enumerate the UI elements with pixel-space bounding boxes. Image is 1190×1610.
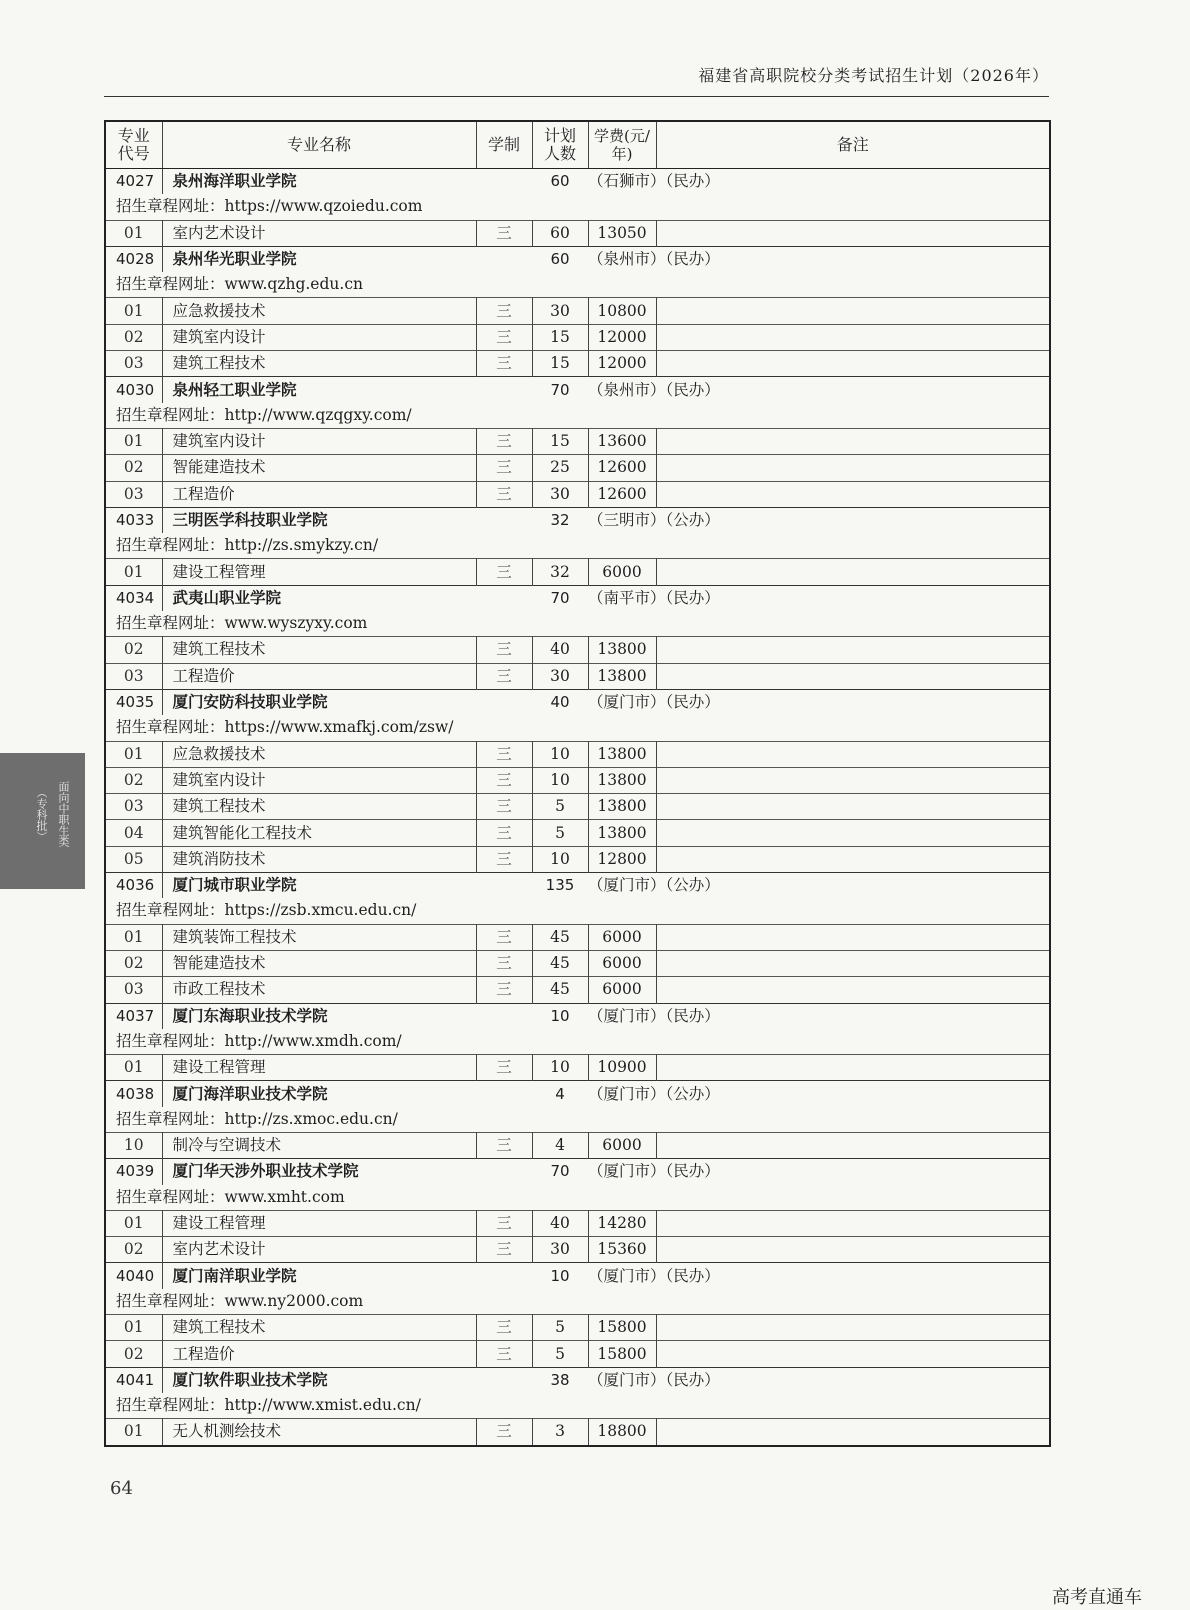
institution-location: （三明市）（公办） [588,507,1050,533]
program-count: 10 [532,1055,588,1081]
admissions-url: 招生章程网址：http://zs.smykzy.cn/ [116,536,379,555]
program-fee: 6000 [588,559,656,585]
program-code: 03 [105,351,162,377]
program-count: 30 [532,663,588,689]
program-note [656,351,1050,377]
institution-code: 4038 [105,1081,162,1107]
program-note [656,637,1050,663]
program-name: 建筑消防技术 [162,846,476,872]
institution-code: 4034 [105,585,162,611]
program-name: 工程造价 [162,1341,476,1367]
admissions-url-row [105,1393,1050,1419]
program-name: 工程造价 [162,663,476,689]
watermark: 高考直通车 [1052,1587,1142,1608]
program-fee: 13800 [588,820,656,846]
program-years: 三 [476,481,532,507]
program-row [105,924,1050,950]
program-years: 三 [476,820,532,846]
program-years: 三 [476,559,532,585]
program-code: 10 [105,1132,162,1158]
program-code: 01 [105,428,162,454]
institution-total: 10 [532,1003,588,1029]
program-name: 室内艺术设计 [162,220,476,246]
program-note [656,1055,1050,1081]
program-count: 60 [532,220,588,246]
program-fee: 6000 [588,1132,656,1158]
admissions-url: 招生章程网址：www.wyszyxy.com [116,614,368,633]
program-count: 15 [532,324,588,350]
program-note [656,1419,1050,1446]
program-code: 02 [105,455,162,481]
program-fee: 13600 [588,428,656,454]
program-name: 智能建造技术 [162,950,476,976]
program-count: 5 [532,1341,588,1367]
program-name: 建筑室内设计 [162,428,476,454]
program-fee: 12000 [588,351,656,377]
institution-location: （厦门市）（民办） [588,1159,1050,1185]
program-note [656,298,1050,324]
program-count: 30 [532,481,588,507]
program-note [656,220,1050,246]
program-count: 5 [532,1315,588,1341]
program-note [656,324,1050,350]
program-years: 三 [476,950,532,976]
program-name: 建筑室内设计 [162,767,476,793]
program-row [105,428,1050,454]
program-years: 三 [476,1315,532,1341]
program-note [656,1315,1050,1341]
program-count: 45 [532,950,588,976]
program-note [656,663,1050,689]
table-header-row [105,121,1050,169]
program-note [656,794,1050,820]
program-row [105,820,1050,846]
program-name: 市政工程技术 [162,977,476,1003]
program-fee: 13800 [588,794,656,820]
program-row [105,351,1050,377]
institution-name: 厦门东海职业技术学院 [162,1003,532,1029]
institution-code: 4040 [105,1263,162,1289]
admissions-url: 招生章程网址：http://www.xmist.edu.cn/ [116,1396,421,1415]
program-note [656,767,1050,793]
program-fee: 12800 [588,846,656,872]
program-name: 工程造价 [162,481,476,507]
institution-total: 70 [532,377,588,403]
program-note [656,924,1050,950]
program-fee: 15800 [588,1341,656,1367]
col-header-name: 专业名称 [162,121,476,169]
program-row [105,950,1050,976]
program-count: 15 [532,351,588,377]
institution-code: 4039 [105,1159,162,1185]
program-years: 三 [476,977,532,1003]
program-row [105,324,1050,350]
institution-row [105,1263,1050,1289]
program-code: 01 [105,559,162,585]
program-fee: 10900 [588,1055,656,1081]
institution-name: 厦门安防科技职业学院 [162,689,532,715]
program-code: 01 [105,1419,162,1446]
program-code: 03 [105,481,162,507]
institution-location: （厦门市）（公办） [588,873,1050,899]
program-row [105,663,1050,689]
program-row [105,455,1050,481]
institution-row [105,1159,1050,1185]
page-number: 64 [110,1478,133,1499]
program-fee: 6000 [588,924,656,950]
institution-row [105,1081,1050,1107]
institution-row [105,1367,1050,1393]
program-note [656,1210,1050,1236]
program-note [656,741,1050,767]
program-code: 02 [105,767,162,793]
admissions-url: 招生章程网址：http://www.xmdh.com/ [116,1031,402,1050]
admissions-url: 招生章程网址：www.ny2000.com [116,1291,364,1310]
institution-name: 泉州华光职业学院 [162,246,532,272]
program-years: 三 [476,1132,532,1158]
program-count: 10 [532,767,588,793]
program-count: 10 [532,846,588,872]
institution-name: 三明医学科技职业学院 [162,507,532,533]
institution-total: 40 [532,689,588,715]
program-note [656,428,1050,454]
program-years: 三 [476,663,532,689]
program-fee: 14280 [588,1210,656,1236]
program-note [656,846,1050,872]
program-code: 02 [105,637,162,663]
program-row [105,794,1050,820]
col-header-fee: 学费(元/年) [588,121,656,169]
program-years: 三 [476,1055,532,1081]
institution-code: 4028 [105,246,162,272]
program-count: 5 [532,794,588,820]
admissions-url: 招生章程网址：www.xmht.com [116,1187,345,1206]
running-header: 福建省高职院校分类考试招生计划（2026年） [698,66,1049,85]
program-fee: 15360 [588,1237,656,1263]
institution-total: 60 [532,246,588,272]
program-years: 三 [476,220,532,246]
institution-code: 4036 [105,873,162,899]
admissions-url: 招生章程网址：https://zsb.xmcu.edu.cn/ [116,901,417,920]
institution-location: （厦门市）（民办） [588,1263,1050,1289]
admissions-url-row [105,403,1050,429]
admissions-url: 招生章程网址：https://www.qzoiedu.com [116,197,423,216]
program-name: 无人机测绘技术 [162,1419,476,1446]
program-count: 10 [532,741,588,767]
program-note [656,820,1050,846]
program-row [105,1419,1050,1446]
col-header-count: 计划人数 [532,121,588,169]
program-fee: 13800 [588,637,656,663]
institution-total: 70 [532,1159,588,1185]
program-years: 三 [476,741,532,767]
program-code: 01 [105,1315,162,1341]
program-count: 40 [532,637,588,663]
program-row [105,559,1050,585]
admissions-url: 招生章程网址：www.qzhg.edu.cn [116,275,363,294]
program-name: 建筑室内设计 [162,324,476,350]
institution-code: 4030 [105,377,162,403]
program-fee: 13050 [588,220,656,246]
institution-name: 厦门华天涉外职业技术学院 [162,1159,532,1185]
program-code: 03 [105,794,162,820]
program-row [105,846,1050,872]
institution-name: 厦门软件职业技术学院 [162,1367,532,1393]
institution-row [105,585,1050,611]
program-count: 25 [532,455,588,481]
program-name: 应急救援技术 [162,741,476,767]
institution-row [105,507,1050,533]
institution-name: 泉州海洋职业学院 [162,169,532,195]
program-note [656,455,1050,481]
program-fee: 18800 [588,1419,656,1446]
program-count: 4 [532,1132,588,1158]
program-note [656,1237,1050,1263]
institution-total: 10 [532,1263,588,1289]
program-code: 02 [105,1237,162,1263]
program-row [105,481,1050,507]
side-tab-batch: （专科批） [35,787,48,842]
program-name: 建筑智能化工程技术 [162,820,476,846]
program-note [656,950,1050,976]
program-fee: 15800 [588,1315,656,1341]
institution-total: 38 [532,1367,588,1393]
program-note [656,559,1050,585]
admissions-url-row [105,611,1050,637]
program-fee: 6000 [588,950,656,976]
program-years: 三 [476,1210,532,1236]
admissions-url-row [105,533,1050,559]
program-name: 建筑工程技术 [162,1315,476,1341]
program-fee: 13800 [588,741,656,767]
institution-total: 32 [532,507,588,533]
admissions-url: 招生章程网址：https://www.xmafkj.com/zsw/ [116,718,454,737]
program-fee: 12600 [588,481,656,507]
institution-name: 厦门城市职业学院 [162,873,532,899]
program-row [105,1341,1050,1367]
col-header-code: 专业代号 [105,121,162,169]
institution-location: （南平市）（民办） [588,585,1050,611]
program-row [105,741,1050,767]
admissions-url-row [105,272,1050,298]
program-code: 02 [105,1341,162,1367]
admissions-url-row [105,194,1050,220]
program-fee: 12000 [588,324,656,350]
admissions-url-row [105,898,1050,924]
institution-code: 4033 [105,507,162,533]
program-row [105,1132,1050,1158]
program-years: 三 [476,637,532,663]
program-name: 建筑工程技术 [162,351,476,377]
program-row [105,1055,1050,1081]
program-code: 01 [105,924,162,950]
program-row [105,1237,1050,1263]
institution-total: 4 [532,1081,588,1107]
institution-name: 泉州轻工职业学院 [162,377,532,403]
program-name: 室内艺术设计 [162,1237,476,1263]
admissions-url-row [105,1107,1050,1133]
program-code: 01 [105,298,162,324]
program-name: 建筑工程技术 [162,794,476,820]
program-fee: 10800 [588,298,656,324]
program-years: 三 [476,428,532,454]
header-rule [104,96,1049,97]
admissions-url: 招生章程网址：http://zs.xmoc.edu.cn/ [116,1109,398,1128]
program-fee: 6000 [588,977,656,1003]
program-code: 01 [105,1210,162,1236]
institution-total: 135 [532,873,588,899]
program-years: 三 [476,794,532,820]
program-years: 三 [476,1341,532,1367]
program-count: 5 [532,820,588,846]
program-years: 三 [476,298,532,324]
program-row [105,767,1050,793]
program-note [656,1132,1050,1158]
program-note [656,977,1050,1003]
program-years: 三 [476,767,532,793]
program-name: 建筑装饰工程技术 [162,924,476,950]
institution-row [105,246,1050,272]
program-fee: 13800 [588,663,656,689]
institution-total: 70 [532,585,588,611]
program-row [105,977,1050,1003]
program-name: 应急救援技术 [162,298,476,324]
program-row [105,298,1050,324]
program-row [105,1210,1050,1236]
program-code: 04 [105,820,162,846]
admissions-url-row [105,1289,1050,1315]
program-code: 03 [105,663,162,689]
enrollment-plan-table [104,120,1051,1447]
admissions-url-row [105,1029,1050,1055]
program-row [105,220,1050,246]
program-code: 03 [105,977,162,1003]
program-code: 02 [105,950,162,976]
program-count: 30 [532,1237,588,1263]
institution-row [105,689,1050,715]
program-code: 01 [105,220,162,246]
institution-name: 武夷山职业学院 [162,585,532,611]
institution-location: （厦门市）（公办） [588,1081,1050,1107]
institution-location: （泉州市）（民办） [588,246,1050,272]
program-years: 三 [476,846,532,872]
institution-code: 4027 [105,169,162,195]
program-row [105,1315,1050,1341]
program-years: 三 [476,324,532,350]
institution-location: （石狮市）（民办） [588,169,1050,195]
program-years: 三 [476,1237,532,1263]
col-header-years: 学制 [476,121,532,169]
program-note [656,481,1050,507]
program-name: 建设工程管理 [162,1055,476,1081]
program-name: 建设工程管理 [162,559,476,585]
institution-name: 厦门南洋职业学院 [162,1263,532,1289]
program-count: 30 [532,298,588,324]
program-count: 15 [532,428,588,454]
institution-name: 厦门海洋职业技术学院 [162,1081,532,1107]
institution-code: 4035 [105,689,162,715]
institution-row [105,169,1050,195]
program-years: 三 [476,351,532,377]
program-code: 02 [105,324,162,350]
institution-total: 60 [532,169,588,195]
program-count: 32 [532,559,588,585]
institution-code: 4037 [105,1003,162,1029]
institution-row [105,873,1050,899]
program-name: 制冷与空调技术 [162,1132,476,1158]
program-count: 40 [532,1210,588,1236]
institution-location: （泉州市）（民办） [588,377,1050,403]
program-years: 三 [476,1419,532,1446]
program-row [105,637,1050,663]
program-code: 01 [105,741,162,767]
program-name: 智能建造技术 [162,455,476,481]
institution-location: （厦门市）（民办） [588,1367,1050,1393]
program-note [656,1341,1050,1367]
institution-row [105,377,1050,403]
program-fee: 13800 [588,767,656,793]
program-years: 三 [476,455,532,481]
table-body [105,169,1050,1446]
admissions-url-row [105,1185,1050,1211]
section-side-tab [0,753,85,889]
program-count: 45 [532,924,588,950]
institution-location: （厦门市）（民办） [588,1003,1050,1029]
admissions-url: 招生章程网址：http://www.qzqgxy.com/ [116,405,412,424]
program-code: 01 [105,1055,162,1081]
institution-row [105,1003,1050,1029]
institution-location: （厦门市）（民办） [588,689,1050,715]
program-count: 3 [532,1419,588,1446]
col-header-note: 备注 [656,121,1050,169]
program-name: 建筑工程技术 [162,637,476,663]
program-fee: 12600 [588,455,656,481]
side-tab-category: 面向中职生类 [57,781,70,847]
program-code: 05 [105,846,162,872]
program-count: 45 [532,977,588,1003]
admissions-url-row [105,715,1050,741]
program-years: 三 [476,924,532,950]
program-name: 建设工程管理 [162,1210,476,1236]
institution-code: 4041 [105,1367,162,1393]
